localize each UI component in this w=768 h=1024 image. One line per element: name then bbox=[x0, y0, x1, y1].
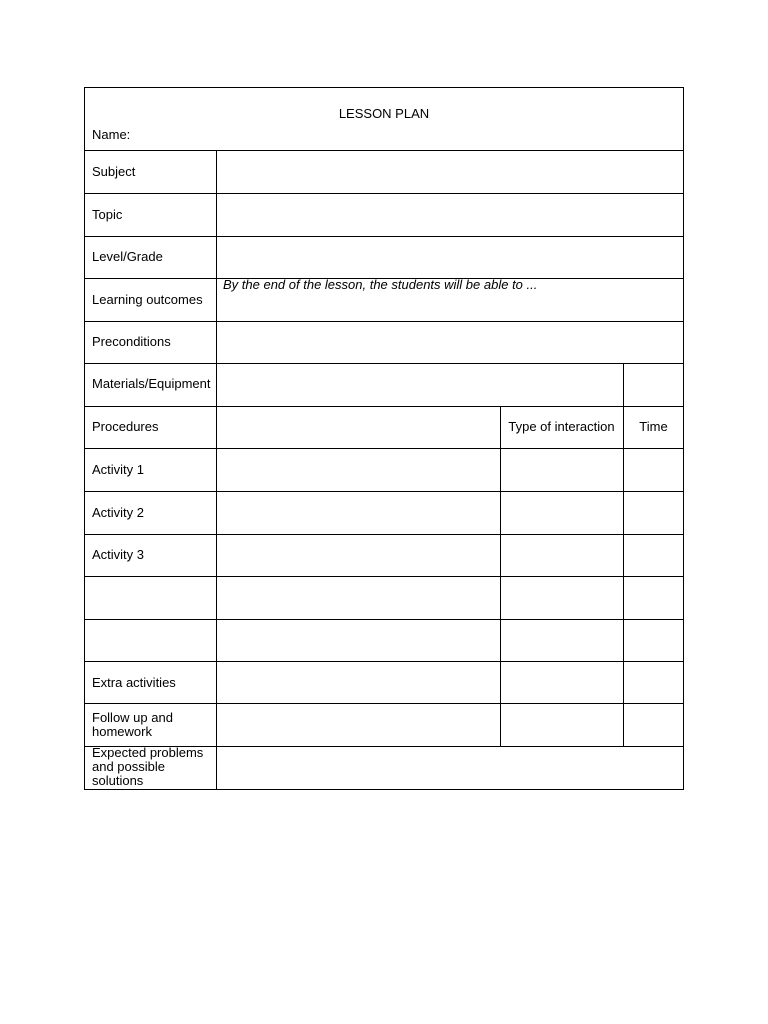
learning-outcomes-label: Learning outcomes bbox=[92, 292, 203, 307]
topic-label: Topic bbox=[92, 207, 123, 222]
topic-field[interactable] bbox=[217, 194, 683, 236]
time-header: Time bbox=[639, 419, 668, 434]
expected-problems-field[interactable] bbox=[217, 747, 683, 789]
activity3-field[interactable] bbox=[217, 535, 500, 576]
follow-up-label: Follow up and homework bbox=[92, 710, 173, 739]
subject-label: Subject bbox=[92, 164, 136, 179]
row-divider bbox=[84, 619, 684, 620]
level-field[interactable] bbox=[217, 237, 683, 278]
activity1-label: Activity 1 bbox=[92, 462, 145, 477]
materials-field[interactable] bbox=[217, 364, 623, 406]
row-divider bbox=[84, 576, 684, 577]
activity1-field[interactable] bbox=[217, 449, 500, 491]
preconditions-label: Preconditions bbox=[92, 334, 171, 349]
activity2-field[interactable] bbox=[217, 492, 500, 534]
type-of-interaction-header: Type of interaction bbox=[508, 419, 615, 434]
procedures-label: Procedures bbox=[92, 419, 159, 434]
level-label: Level/Grade bbox=[92, 249, 163, 264]
name-label: Name: bbox=[92, 127, 131, 142]
form-title: LESSON PLAN bbox=[338, 106, 430, 121]
expected-problems-label: Expected problems and possible solutions bbox=[92, 745, 204, 788]
extra-activities-label: Extra activities bbox=[92, 675, 176, 690]
preconditions-field[interactable] bbox=[217, 322, 683, 363]
subject-field[interactable] bbox=[217, 151, 683, 193]
materials-label: Materials/Equipment bbox=[92, 376, 211, 391]
activity3-label: Activity 3 bbox=[92, 547, 145, 562]
row-divider bbox=[84, 406, 684, 407]
row-divider bbox=[84, 703, 684, 704]
interaction-column-divider bbox=[500, 406, 501, 747]
learning-outcomes-prompt: By the end of the lesson, the students will be able to ... bbox=[223, 277, 538, 292]
row-divider bbox=[84, 661, 684, 662]
activity2-label: Activity 2 bbox=[92, 505, 145, 520]
